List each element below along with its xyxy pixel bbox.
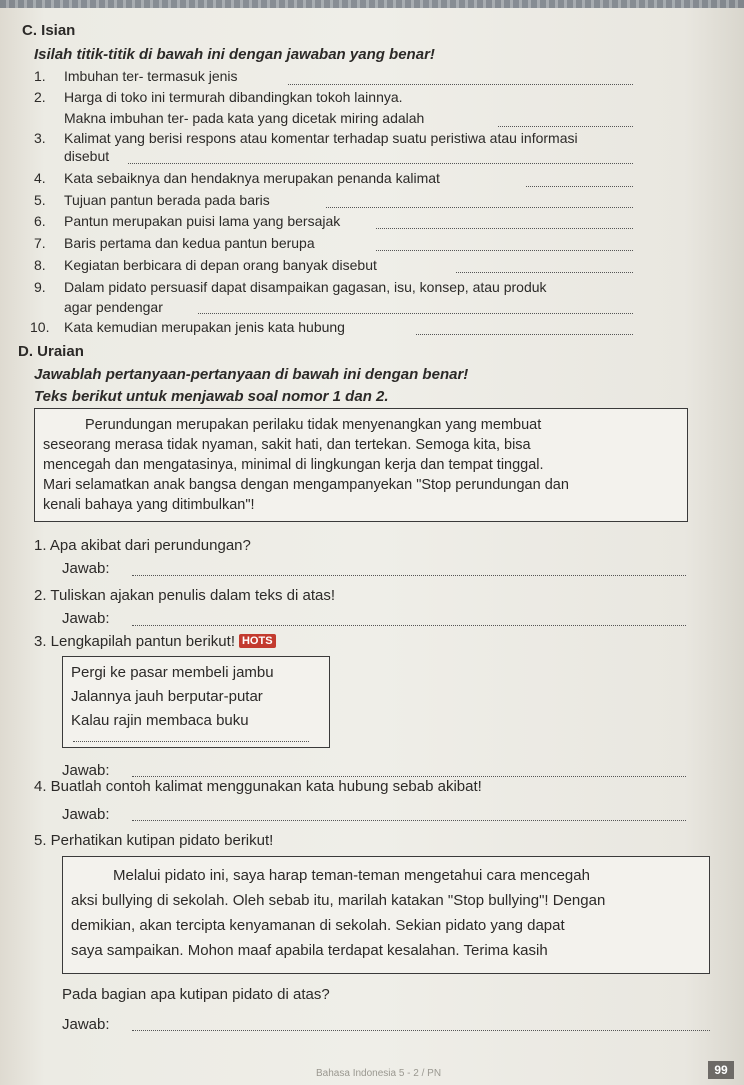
section-c-heading: C. Isian — [22, 22, 76, 39]
d-question-3 — [34, 633, 276, 650]
c-item-9-text: Dalam pidato persuasif dapat disampaikan gagasan, isu, konsep, atau produk — [64, 279, 547, 295]
c-item-9-text-b: agar pendengar — [64, 299, 163, 315]
c-item-3-text: Kalimat yang berisi respons atau komentar terhadap suatu peristiwa atau informasi — [64, 130, 578, 146]
c-item-1-text: Imbuhan ter- termasuk jenis — [64, 68, 238, 84]
c-item-2-num: 2. — [34, 89, 46, 105]
text-intro: Teks berikut untuk menjawab soal nomor 1 dan 2. — [34, 388, 389, 405]
passage-line-5: kenali bahaya yang ditimbulkan"! — [43, 497, 255, 513]
c-item-3-answer-line[interactable] — [128, 163, 633, 164]
section-c-instruction: Isilah titik-titik di bawah ini dengan jawaban yang benar! — [34, 46, 435, 63]
passage-line-1: Perundungan merupakan perilaku tidak menyenangkan yang membuat — [85, 417, 542, 433]
c-item-10-answer-line[interactable] — [416, 334, 633, 335]
c-item-3-num: 3. — [34, 130, 46, 146]
d-question-5-sub: Pada bagian apa kutipan pidato di atas? — [62, 986, 330, 1003]
d-answer-5-line[interactable] — [132, 1030, 710, 1031]
c-item-4-num: 4. — [34, 170, 46, 186]
speech-line-3: demikian, akan tercipta kenyamanan di sekolah. Sekian pidato yang dapat — [71, 917, 565, 934]
c-item-9-answer-line[interactable] — [198, 313, 633, 314]
footer-text: Bahasa Indonesia 5 - 2 / PN — [316, 1068, 442, 1079]
d-answer-1-line[interactable] — [132, 575, 686, 576]
c-item-10-text: Kata kemudian merupakan jenis kata hubung — [64, 319, 345, 335]
d-question-1: 1. Apa akibat dari perundungan? — [34, 537, 251, 554]
d-answer-3-line[interactable] — [132, 776, 686, 777]
d-question-3-text: 3. Lengkapilah pantun berikut! — [34, 633, 235, 650]
c-item-7-answer-line[interactable] — [376, 250, 633, 251]
c-item-8-num: 8. — [34, 257, 46, 273]
c-item-1-answer-line[interactable] — [288, 84, 633, 85]
c-item-5-answer-line[interactable] — [326, 207, 633, 208]
c-item-3-text-b: disebut — [64, 148, 110, 164]
c-item-2-text-b: Makna imbuhan ter- pada kata yang dicetak miring adalah — [64, 110, 425, 126]
passage-box — [34, 408, 688, 522]
d-answer-3-label: Jawab: — [62, 762, 110, 779]
hots-badge: HOTS — [239, 634, 276, 648]
c-item-5-num: 5. — [34, 192, 46, 208]
d-question-5: 5. Perhatikan kutipan pidato berikut! — [34, 832, 274, 849]
c-item-5-text: Tujuan pantun berada pada baris — [64, 192, 270, 208]
c-item-7-text: Baris pertama dan kedua pantun berupa — [64, 235, 315, 251]
d-answer-4-line[interactable] — [132, 820, 686, 821]
d-answer-4-label: Jawab: — [62, 806, 110, 823]
c-item-2-text: Harga di toko ini termurah dibandingkan tokoh lainnya. — [64, 89, 403, 105]
section-d-heading: D. Uraian — [18, 343, 84, 360]
d-question-2: 2. Tuliskan ajakan penulis dalam teks di atas! — [34, 587, 336, 604]
c-item-4-answer-line[interactable] — [526, 186, 633, 187]
c-item-2-answer-line[interactable] — [498, 126, 633, 127]
c-item-9-num: 9. — [34, 279, 46, 295]
passage-line-3: mencegah dan mengatasinya, minimal di lingkungan kerja dan tempat tinggal. — [43, 457, 544, 473]
pantun-line-1: Pergi ke pasar membeli jambu — [71, 664, 274, 681]
passage-line-4: Mari selamatkan anak bangsa dengan mengampanyekan "Stop perundungan dan — [43, 477, 569, 493]
c-item-6-answer-line[interactable] — [376, 228, 633, 229]
pantun-line-2: Jalannya jauh berputar-putar — [71, 688, 263, 705]
pantun-box — [62, 656, 330, 748]
page-number: 99 — [708, 1061, 734, 1079]
section-d-instruction: Jawablah pertanyaan-pertanyaan di bawah ini dengan benar! — [34, 366, 469, 383]
c-item-10-num: 10. — [30, 319, 50, 335]
c-item-1-num: 1. — [34, 68, 46, 84]
d-answer-2-line[interactable] — [132, 625, 686, 626]
pantun-line-3: Kalau rajin membaca buku — [71, 712, 249, 729]
pantun-line-4-blank[interactable] — [73, 741, 309, 742]
c-item-7-num: 7. — [34, 235, 46, 251]
c-item-4-text: Kata sebaiknya dan hendaknya merupakan penanda kalimat — [64, 170, 440, 186]
d-answer-2-label: Jawab: — [62, 610, 110, 627]
d-question-4: 4. Buatlah contoh kalimat menggunakan kata hubung sebab akibat! — [34, 778, 482, 795]
speech-line-2: aksi bullying di sekolah. Oleh sebab itu, marilah katakan "Stop bullying"! Dengan — [71, 892, 606, 909]
passage-line-2: seseorang merasa tidak nyaman, sakit hati, dan tertekan. Semoga kita, bisa — [43, 437, 531, 453]
c-item-8-answer-line[interactable] — [456, 272, 633, 273]
speech-box — [62, 856, 710, 974]
d-answer-1-label: Jawab: — [62, 560, 110, 577]
c-item-6-text: Pantun merupakan puisi lama yang bersajak — [64, 213, 341, 229]
d-answer-5-label: Jawab: — [62, 1016, 110, 1033]
speech-line-1: Melalui pidato ini, saya harap teman-teman mengetahui cara mencegah — [113, 867, 590, 884]
c-item-8-text: Kegiatan berbicara di depan orang banyak disebut — [64, 257, 377, 273]
speech-line-4: saya sampaikan. Mohon maaf apabila terdapat kesalahan. Terima kasih — [71, 942, 548, 959]
page-top-border — [0, 0, 744, 8]
c-item-6-num: 6. — [34, 213, 46, 229]
